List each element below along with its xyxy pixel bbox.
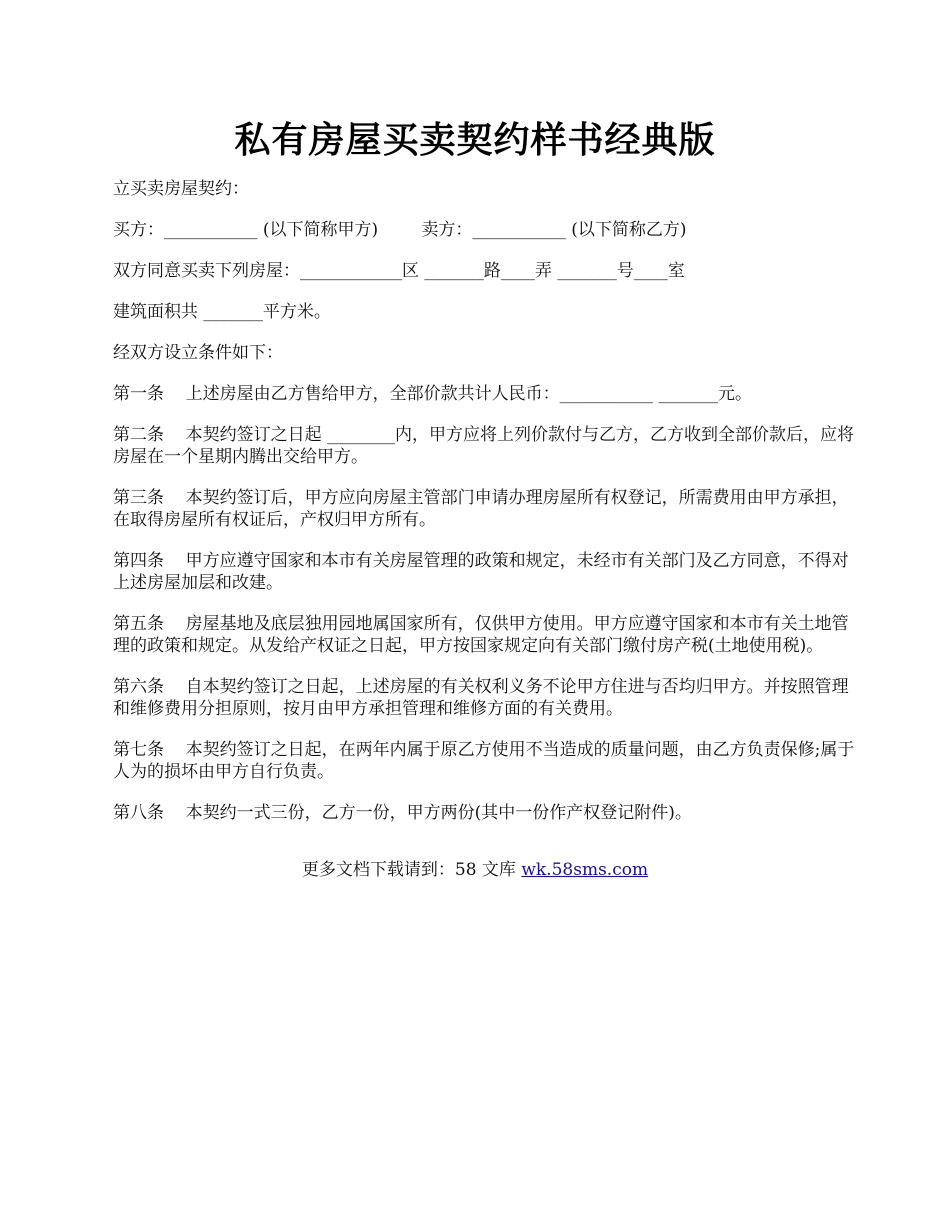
article-7: 第七条 本契约签订之日起，在两年内属于原乙方使用不当造成的质量问题，由乙方负责保修;属于人为的损坏由甲方自行负责。 [113,740,855,782]
footer-link[interactable]: wk.58sms.com [521,860,649,880]
footer-download-note [0,859,950,881]
article-1: 第一条 上述房屋由乙方售给甲方，全部价款共计人民币：___________ _______元。 [113,384,753,404]
article-3: 第三条 本契约签订后，甲方应向房屋主管部门申请办理房屋所有权登记，所需费用由甲方承担，在取得房屋所有权证后，产权归甲方所有。 [113,488,849,530]
conditions-heading: 经双方设立条件如下： [113,343,283,363]
article-6: 第六条 自本契约签订之日起，上述房屋的有关权利义务不论甲方住进与否均归甲方。并按照管理和维修费用分担原则，按月由甲方承担管理和维修方面的有关费用。 [113,677,849,719]
building-area-line: 建筑面积共 _______平方米。 [113,302,331,322]
article-2: 第二条 本契约签订之日起 ________内，甲方应将上列价款付与乙方，乙方收到全部价款后，应将房屋在一个星期内腾出交给甲方。 [113,425,855,467]
parties-line: 买方：___________ (以下简称甲方) 卖方：___________ (以下简称乙方) [113,220,687,240]
article-8: 第八条 本契约一式三份，乙方一份，甲方两份(其中一份作产权登记附件)。 [113,803,692,823]
footer-text: 更多文档下载请到：58 文库 [301,860,522,880]
article-4: 第四条 甲方应遵守国家和本市有关房屋管理的政策和规定，未经市有关部门及乙方同意，不得对上述房屋加层和改建。 [113,551,849,593]
contract-intro: 立买卖房屋契约： [113,179,249,199]
article-5: 第五条 房屋基地及底层独用园地属国家所有，仅供甲方使用。甲方应遵守国家和本市有关土地管理的政策和规定。从发给产权证之日起，甲方按国家规定向有关部门缴付房产税(土地使用税)。 [113,614,849,656]
document-body [113,178,855,843]
house-location-line: 双方同意买卖下列房屋：____________区 _______路____弄 _______号____室 [113,261,685,281]
document-title: 私有房屋买卖契约样书经典版 [234,120,716,161]
